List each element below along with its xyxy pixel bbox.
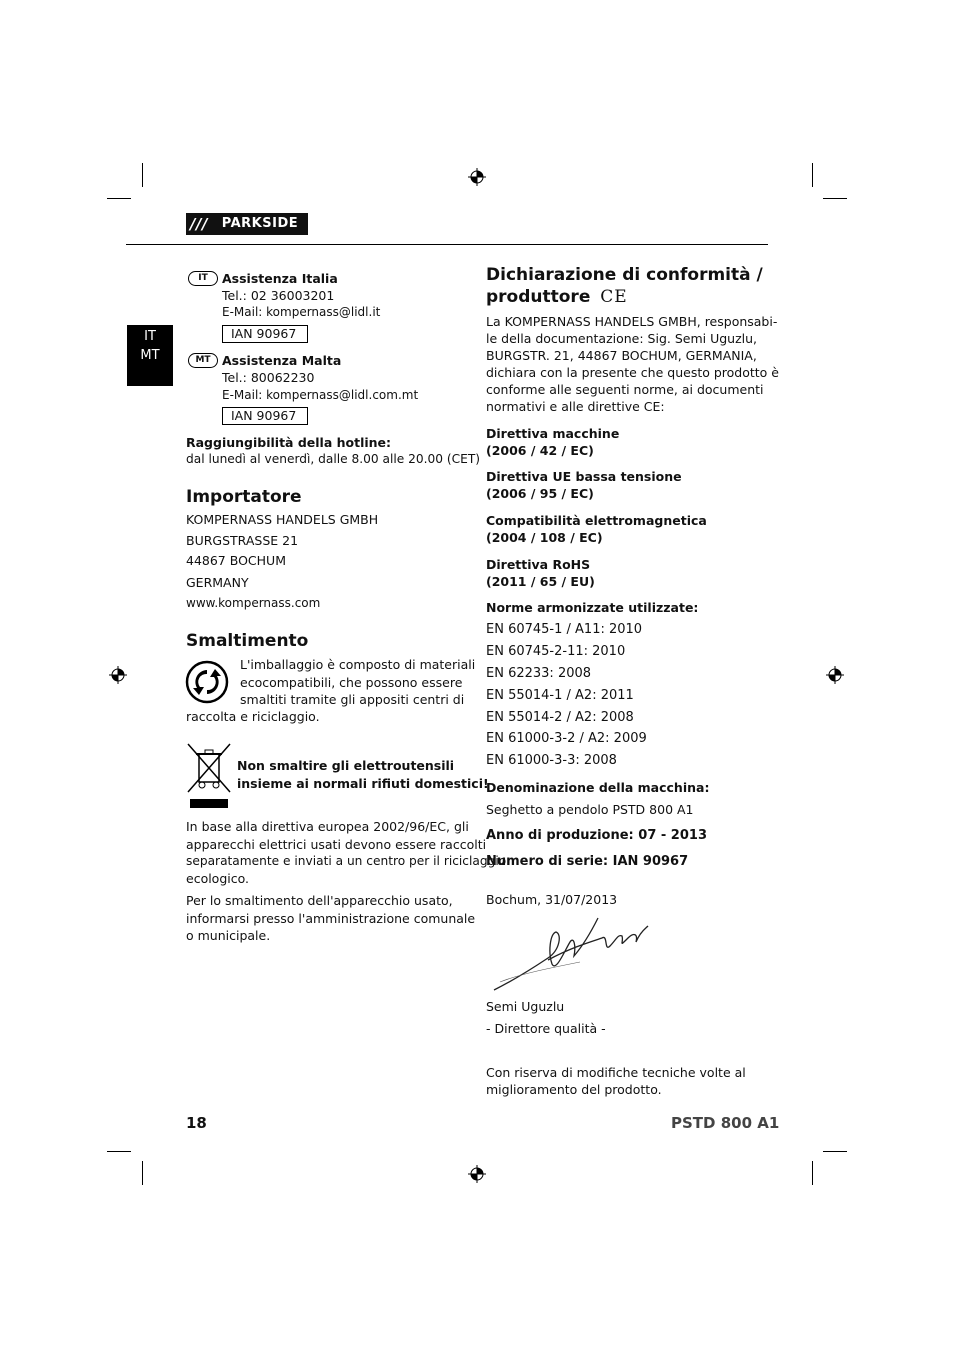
language-tab-mt: MT — [140, 348, 160, 363]
declaration-intro: dichiara con la presente che questo prodotto è — [486, 365, 779, 380]
registration-mark-icon — [468, 168, 486, 186]
disposal-paragraph: Per lo smaltimento dell'apparecchio usato, — [186, 893, 453, 908]
language-tab-it: IT — [144, 329, 156, 344]
weee-warning: insieme ai normali rifiuti domestici! — [237, 776, 489, 791]
signer-name: Semi Uguzlu — [486, 999, 565, 1014]
importer-line: BURGSTRASSE 21 — [186, 533, 299, 548]
norm-item: EN 62233: 2008 — [486, 666, 592, 681]
directive-code: (2004 / 108 / EC) — [486, 530, 603, 545]
crop-mark — [823, 1151, 847, 1152]
recycle-text: raccolta e riciclaggio. — [186, 709, 320, 724]
norm-item: EN 61000-3-2 / A2: 2009 — [486, 731, 647, 746]
declaration-heading — [486, 286, 628, 308]
disposal-paragraph: ecologico. — [186, 871, 250, 886]
directive-name: Direttiva UE bassa tensione — [486, 469, 682, 484]
support-title: Assistenza Malta — [222, 353, 342, 368]
ian-box: IAN 90967 — [222, 325, 308, 343]
support-email: E-Mail: kompernass@lidl.com.mt — [222, 388, 419, 402]
weee-warning: Non smaltire gli elettroutensili — [237, 758, 455, 773]
declaration-heading-2: produttore — [486, 287, 591, 307]
directive-name: Direttiva RoHS — [486, 557, 591, 572]
recycle-text: smaltiti tramite gli appositi centri di — [240, 692, 465, 707]
crop-mark — [107, 198, 131, 199]
disposal-paragraph: o municipale. — [186, 928, 271, 943]
crop-mark — [812, 163, 813, 187]
disposal-paragraph: apparecchi elettrici usati devono essere raccolti — [186, 837, 487, 852]
norm-item: EN 61000-3-3: 2008 — [486, 753, 617, 768]
disposal-paragraph: In base alla direttiva europea 2002/96/EC, gli — [186, 819, 469, 834]
registration-mark-icon — [826, 666, 844, 684]
crossed-bin-icon — [186, 742, 232, 810]
recycle-icon — [185, 660, 229, 704]
norms-label: Norme armonizzate utilizzate: — [486, 600, 699, 615]
recycle-text: ecocompatibili, che possono essere — [240, 675, 463, 690]
support-email: E-Mail: kompernass@lidl.it — [222, 305, 381, 319]
registration-mark-icon — [109, 666, 127, 684]
importer-line: GERMANY — [186, 575, 249, 590]
crop-mark — [812, 1161, 813, 1185]
crop-mark — [142, 163, 143, 187]
norm-item: EN 55014-2 / A2: 2008 — [486, 710, 634, 725]
ce-mark: CE — [600, 287, 628, 307]
disposal-heading: Smaltimento — [186, 631, 309, 651]
crop-mark — [142, 1161, 143, 1185]
support-tel: Tel.: 80062230 — [222, 370, 315, 385]
signature-image — [490, 912, 650, 996]
reserve-note: miglioramento del prodotto. — [486, 1082, 662, 1097]
logo-wordmark: PARKSIDE — [214, 215, 306, 233]
signer-role: - Direttore qualità - — [486, 1021, 606, 1036]
declaration-heading: Dichiarazione di conformità / — [486, 265, 763, 285]
directive-code: (2006 / 42 / EC) — [486, 443, 594, 458]
page-number: 18 — [186, 1114, 207, 1132]
importer-line: KOMPERNASS HANDELS GMBH — [186, 512, 379, 527]
model-number: PSTD 800 A1 — [671, 1114, 780, 1132]
crop-mark — [107, 1151, 131, 1152]
place-date: Bochum, 31/07/2013 — [486, 892, 618, 907]
reserve-note: Con riserva di modifiche tecniche volte al — [486, 1065, 746, 1080]
declaration-intro: le della documentazione: Sig. Semi Uguzlu, — [486, 331, 758, 346]
registration-mark-icon — [468, 1165, 486, 1183]
production-year: Anno di produzione: 07 - 2013 — [486, 828, 707, 843]
directive-name: Compatibilità elettromagnetica — [486, 513, 707, 528]
logo-slashes: /// — [190, 215, 208, 233]
directive-code: (2006 / 95 / EC) — [486, 486, 594, 501]
importer-line: www.kompernass.com — [186, 596, 321, 610]
disposal-paragraph: informarsi presso l'amministrazione comunale — [186, 911, 476, 926]
declaration-intro: La KOMPERNASS HANDELS GMBH, responsabi- — [486, 314, 778, 329]
machine-label: Denominazione della macchina: — [486, 780, 710, 795]
hotline-label: Raggiungibilità della hotline: — [186, 435, 392, 450]
ian-box: IAN 90967 — [222, 407, 308, 425]
support-title: Assistenza Italia — [222, 271, 338, 286]
norm-item: EN 60745-1 / A11: 2010 — [486, 622, 643, 637]
importer-heading: Importatore — [186, 487, 302, 507]
norm-item: EN 60745-2-11: 2010 — [486, 644, 626, 659]
declaration-intro: normativi e alle direttive CE: — [486, 399, 665, 414]
country-badge-it: IT — [188, 271, 218, 286]
declaration-intro: BURGSTR. 21, 44867 BOCHUM, GERMANIA, — [486, 348, 757, 363]
header-rule — [126, 244, 768, 245]
directive-name: Direttiva macchine — [486, 426, 620, 441]
country-badge-mt: MT — [188, 353, 218, 368]
parkside-logo — [186, 213, 308, 235]
serial-number: Numero di serie: IAN 90967 — [486, 854, 689, 869]
hotline-text: dal lunedì al venerdì, dalle 8.00 alle 20.00 (CET) — [186, 452, 481, 466]
recycle-text: L'imballaggio è composto di materiali — [240, 657, 476, 672]
declaration-intro: conforme alle seguenti norme, ai documenti — [486, 382, 764, 397]
support-tel: Tel.: 02 36003201 — [222, 288, 335, 303]
disposal-paragraph: separatamente e inviati a un centro per il riciclaggio — [186, 854, 507, 868]
directive-code: (2011 / 65 / EU) — [486, 574, 595, 589]
crop-mark — [823, 198, 847, 199]
machine-name: Seghetto a pendolo PSTD 800 A1 — [486, 802, 694, 817]
language-tab — [127, 325, 173, 386]
norm-item: EN 55014-1 / A2: 2011 — [486, 688, 634, 703]
importer-line: 44867 BOCHUM — [186, 553, 286, 568]
